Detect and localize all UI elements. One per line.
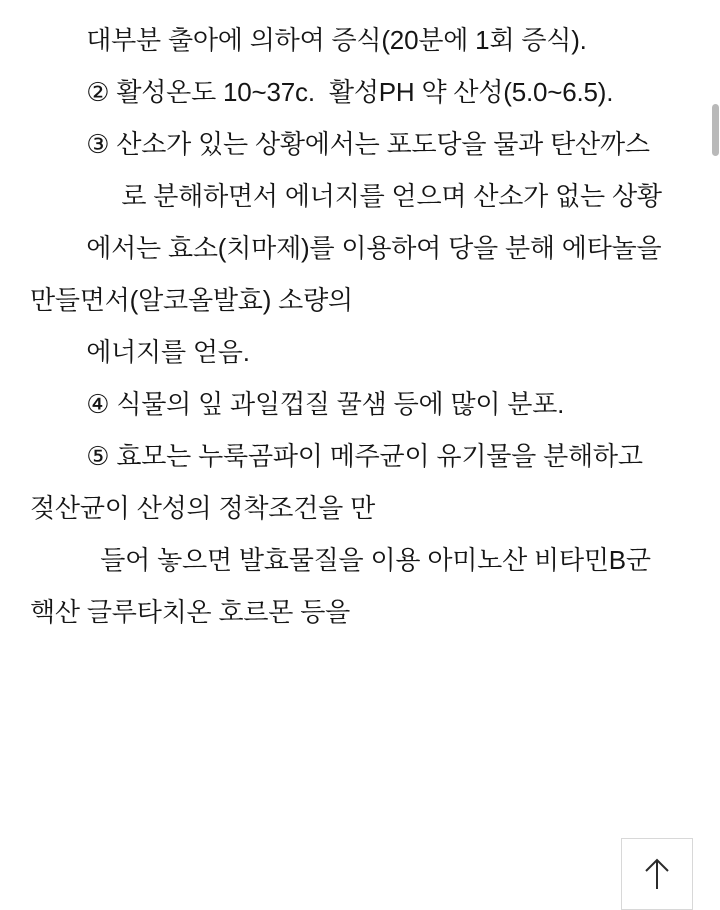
paragraph: 에서는 효소(치마제)를 이용하여 당을 분해 에타놀을 만들면서(알코올발효) 소량의 [30, 233, 669, 315]
paragraph: ③ 산소가 있는 상황에서는 포도당을 물과 탄산까스 [30, 129, 650, 159]
arrow-up-icon [642, 856, 672, 892]
paragraph: 들어 놓으면 발효물질을 이용 아미노산 비타민B군 핵산 글루타치온 호르몬 등을 [30, 545, 658, 627]
scroll-to-top-button[interactable] [621, 838, 693, 910]
paragraph: ⑤ 효모는 누룩곰파이 메주균이 유기물을 분해하고 젖산균이 산성의 정착조건을 만 [30, 441, 650, 523]
paragraph: 에너지를 얻음. [30, 337, 250, 367]
paragraph: 대부분 출아에 의하여 증식(20분에 1회 증식). [30, 25, 587, 55]
paragraph: 로 분해하면서 에너지를 얻으며 산소가 없는 상황 [30, 181, 662, 211]
paragraph: ② 활성온도 10~37c. 활성PH 약 산성(5.0~6.5). [30, 77, 614, 107]
vertical-scrollbar[interactable] [711, 0, 720, 906]
paragraph: ④ 식물의 잎 과일껍질 꿀샘 등에 많이 분포. [30, 389, 565, 419]
scrollbar-thumb[interactable] [712, 104, 719, 156]
